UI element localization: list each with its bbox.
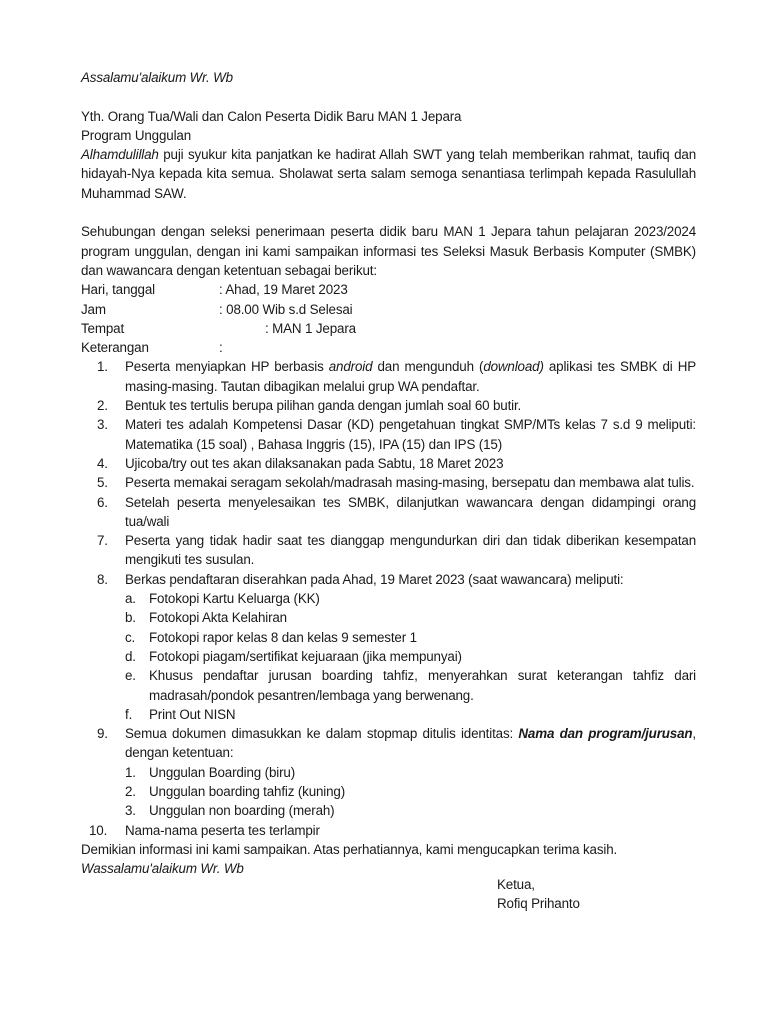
detail-value: : 08.00 Wib s.d Selesai [219, 301, 353, 317]
opening-paragraph [81, 145, 696, 203]
sublist-item: 3. Unggulan non boarding (merah) [125, 803, 335, 819]
detail-label: Tempat [81, 320, 125, 336]
sublist-item: e. Khusus pendaftar jurusan boarding tahfiz, menyerahkan surat keterangan tahfiz dari madrasah/pondok pesantren/lembaga yang berwenang. [125, 668, 696, 703]
list-item: 2. Bentuk tes tertulis berupa pilihan ganda dengan jumlah soal 60 butir. [97, 398, 522, 414]
list-item: 10. Nama-nama peserta tes terlampir [89, 822, 320, 838]
signature-name: Rofiq Prihanto [497, 896, 580, 912]
sublist-item: 2. Unggulan boarding tahfiz (kuning) [125, 783, 346, 799]
signature-block [497, 875, 580, 914]
sublist-item: c. Fotokopi rapor kelas 8 dan kelas 9 semester 1 [125, 629, 417, 645]
detail-row-time [81, 300, 696, 319]
terms-list [81, 357, 696, 839]
salam-closing: Wassalamu'alaikum Wr. Wb [81, 861, 244, 877]
intro-paragraph: Sehubungan dengan seleksi penerimaan peserta didik baru MAN 1 Jepara tahun pelajaran 2023/2024 program unggulan, dengan ini kami sampaikan informasi tes Seleksi Masuk Berbasis Komputer (SMBK) dan wawancara dengan ketentuan sebagai berikut: [81, 224, 696, 278]
list-item: 9. Semua dokumen dimasukkan ke dalam stopmap ditulis identitas: Nama dan program/jurusan, dengan ketentuan: 1. Unggulan Boarding (biru) 2. Unggulan boarding tahfiz (kuning) 3. Unggulan non boarding (merah) [81, 724, 696, 820]
opening-italic: Alhamdulillah [81, 147, 159, 163]
detail-value: : Ahad, 19 Maret 2023 [219, 282, 348, 298]
sublist-item: d. Fotokopi piagam/sertifikat kejuaraan (jika mempunyai) [125, 648, 462, 664]
list-item: 1. Peserta menyiapkan HP berbasis android dan mengunduh (download) aplikasi tes SMBK di HP masing-masing. Tautan dibagikan melalui grup WA pendaftar. [97, 359, 696, 394]
detail-label: Jam [81, 301, 106, 317]
documents-sublist [125, 589, 696, 724]
detail-label: Keterangan [81, 340, 149, 356]
program-title: Program Unggulan [81, 127, 191, 143]
detail-value: : MAN 1 Jepara [265, 320, 356, 336]
stopmap-sublist [125, 763, 696, 821]
list-item: 6. Setelah peserta menyelesaikan tes SMBK, dilanjutkan wawancara dengan didampingi orang tua/wali [97, 494, 696, 529]
list-item: 3. Materi tes adalah Kompetensi Dasar (KD) pengetahuan tingkat SMP/MTs kelas 7 s.d 9 meliputi: Matematika (15 soal) , Bahasa Inggris (15), IPA (15) dan IPS (15) [97, 417, 696, 452]
opening-rest: puji syukur kita panjatkan ke hadirat Allah SWT yang telah memberikan rahmat, taufiq dan hidayah-Nya kepada kita semua. Sholawat serta salam semoga senantiasa terlimpah kepada Rasulullah Muhammad SAW. [81, 147, 696, 201]
detail-row-notes [81, 338, 696, 357]
greeting: Assalamu'alaikum Wr. Wb [81, 70, 233, 85]
sublist-item: f. Print Out NISN [125, 706, 236, 722]
list-item: 8. Berkas pendaftaran diserahkan pada Ahad, 19 Maret 2023 (saat wawancara) meliputi: a. Fotokopi Kartu Keluarga (KK) b. Fotokopi Akta Kelahiran c. Fotokopi rapor kelas 8 dan kelas 9 semester 1 d. Fotokopi piagam/sertifikat kejuaraan (jika mempunyai) e. Khusus pendaftar jurusan boarding tahfiz, menyerahkan surat keterangan tahfiz dari madrasah/pondok pesantren/lembaga yang berwenang. f. Print Out NISN [81, 570, 696, 724]
sublist-item: a. Fotokopi Kartu Keluarga (KK) [125, 591, 320, 607]
list-item: 5. Peserta memakai seragam sekolah/madrasah masing-masing, bersepatu dan membawa alat tulis. [97, 475, 695, 491]
list-item: 4. Ujicoba/try out tes akan dilaksanakan pada Sabtu, 18 Maret 2023 [97, 455, 504, 471]
signature-title: Ketua, [497, 877, 535, 892]
sublist-item: b. Fotokopi Akta Kelahiran [125, 610, 287, 626]
recipient: Yth. Orang Tua/Wali dan Calon Peserta Didik Baru MAN 1 Jepara [81, 108, 462, 124]
detail-value: : [219, 340, 223, 356]
detail-row-place [81, 319, 696, 338]
list-item: 7. Peserta yang tidak hadir saat tes dianggap mengundurkan diri dan tidak diberikan kesempatan mengikuti tes susulan. [97, 533, 696, 568]
sublist-item: 1. Unggulan Boarding (biru) [125, 764, 296, 780]
detail-label: Hari, tanggal [81, 282, 155, 298]
detail-row-date [81, 280, 696, 299]
closing-paragraph: Demikian informasi ini kami sampaikan. Atas perhatiannya, kami mengucapkan terima kasih. [81, 841, 618, 857]
